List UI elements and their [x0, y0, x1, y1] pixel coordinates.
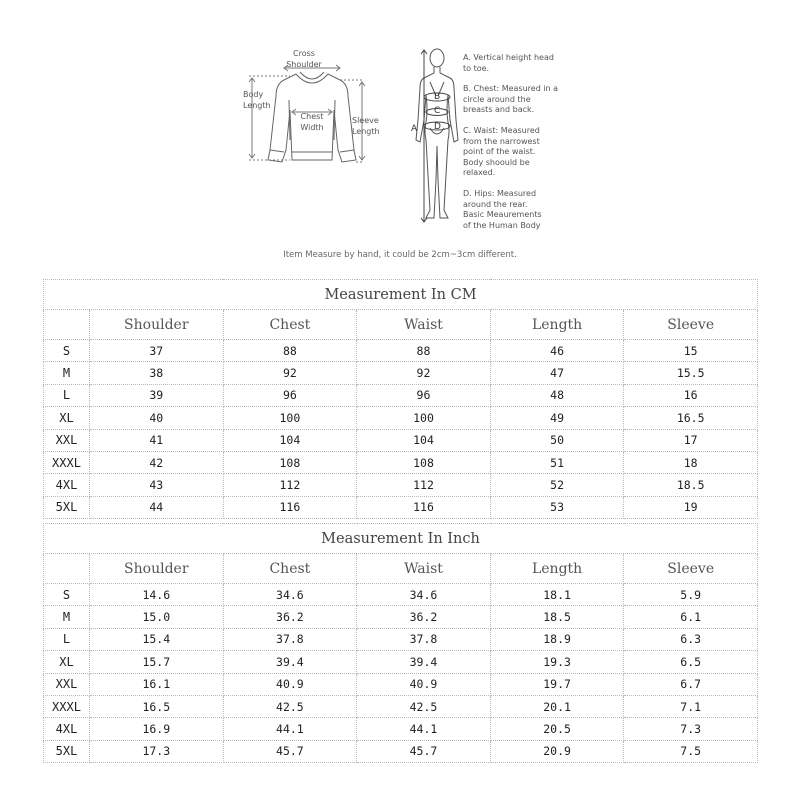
table-row: [44, 695, 758, 717]
size-cell: XXL: [44, 429, 90, 451]
shoulder-cell: 44: [90, 496, 224, 518]
sleeve-cell: 15: [624, 340, 758, 362]
table-row: [44, 384, 758, 406]
length-cell: 50: [490, 429, 624, 451]
waist-cell: 108: [357, 451, 491, 473]
length-cell: 19.3: [490, 651, 624, 673]
body-length-arrow: [249, 76, 290, 160]
size-cell: S: [44, 584, 90, 606]
header-length: Length: [490, 554, 624, 584]
chest-cell: 36.2: [223, 606, 357, 628]
shoulder-cell: 42: [90, 451, 224, 473]
measurement-illustration: [0, 0, 800, 270]
sleeve-cell: 18: [624, 451, 758, 473]
table-title-inch: Measurement In Inch: [44, 524, 758, 554]
sleeve-cell: 19: [624, 496, 758, 518]
sleeve-cell: 6.3: [624, 628, 758, 650]
chest-cell: 34.6: [223, 584, 357, 606]
waist-cell: 36.2: [357, 606, 491, 628]
waist-cell: 45.7: [357, 740, 491, 762]
table-row: [44, 474, 758, 496]
length-cell: 18.1: [490, 584, 624, 606]
waist-cell: 39.4: [357, 651, 491, 673]
length-cell: 51: [490, 451, 624, 473]
size-cell: XXXL: [44, 695, 90, 717]
size-cell: XL: [44, 651, 90, 673]
chest-cell: 116: [223, 496, 357, 518]
header-length: Length: [490, 310, 624, 340]
length-cell: 20.5: [490, 718, 624, 740]
sleeve-cell: 15.5: [624, 362, 758, 384]
chest-cell: 42.5: [223, 695, 357, 717]
sleeve-cell: 16.5: [624, 407, 758, 429]
chest-cell: 92: [223, 362, 357, 384]
table-title-cm: Measurement In CM: [44, 280, 758, 310]
length-cell: 18.5: [490, 606, 624, 628]
table-row: [44, 340, 758, 362]
waist-cell: 112: [357, 474, 491, 496]
table-row: [44, 628, 758, 650]
shoulder-cell: 40: [90, 407, 224, 429]
chest-width-label: Chest Width: [300, 112, 324, 132]
shoulder-cell: 16.5: [90, 695, 224, 717]
body-note-c: C. Waist: Measured from the narrowest point of the waist. Body shoould be relaxed.: [463, 126, 540, 177]
header-sleeve: Sleeve: [624, 310, 758, 340]
body-note-d: D. Hips: Measured around the rear. Basic Meaurements of the Human Body: [463, 189, 542, 230]
size-cell: L: [44, 384, 90, 406]
header-shoulder: Shoulder: [90, 554, 224, 584]
waist-cell: 116: [357, 496, 491, 518]
size-cell: XL: [44, 407, 90, 429]
waist-cell: 40.9: [357, 673, 491, 695]
length-cell: 46: [490, 340, 624, 362]
sleeve-cell: 7.5: [624, 740, 758, 762]
waist-cell: 42.5: [357, 695, 491, 717]
table-row: [44, 584, 758, 606]
header-waist: Waist: [357, 554, 491, 584]
cross-shoulder-label: Cross Shoulder: [286, 49, 322, 69]
waist-cell: 104: [357, 429, 491, 451]
length-cell: 19.7: [490, 673, 624, 695]
body-note-b: B. Chest: Measured in a circle around the breasts and back.: [463, 84, 559, 114]
chest-cell: 108: [223, 451, 357, 473]
shoulder-cell: 39: [90, 384, 224, 406]
waist-cell: 100: [357, 407, 491, 429]
length-cell: 48: [490, 384, 624, 406]
waist-cell: 44.1: [357, 718, 491, 740]
table-header-row: [44, 310, 758, 340]
length-cell: 18.9: [490, 628, 624, 650]
size-cell: M: [44, 362, 90, 384]
size-cell: 5XL: [44, 496, 90, 518]
header-sleeve: Sleeve: [624, 554, 758, 584]
waist-cell: 37.8: [357, 628, 491, 650]
length-cell: 47: [490, 362, 624, 384]
body-letter-c: C: [434, 106, 441, 116]
chest-cell: 39.4: [223, 651, 357, 673]
table-row: [44, 740, 758, 762]
table-header-row: [44, 554, 758, 584]
chest-cell: 44.1: [223, 718, 357, 740]
length-cell: 20.1: [490, 695, 624, 717]
size-cell: L: [44, 628, 90, 650]
table-row: [44, 407, 758, 429]
header-waist: Waist: [357, 310, 491, 340]
waist-cell: 92: [357, 362, 491, 384]
sleeve-cell: 6.5: [624, 651, 758, 673]
size-cell: 4XL: [44, 718, 90, 740]
sleeve-cell: 17: [624, 429, 758, 451]
shoulder-cell: 17.3: [90, 740, 224, 762]
shoulder-cell: 16.9: [90, 718, 224, 740]
shoulder-cell: 15.4: [90, 628, 224, 650]
measure-note: Item Measure by hand, it could be 2cm~3cm different.: [283, 250, 517, 260]
size-table-cm: [43, 279, 758, 519]
table-row: [44, 496, 758, 518]
shoulder-cell: 14.6: [90, 584, 224, 606]
waist-cell: 34.6: [357, 584, 491, 606]
sleeve-cell: 7.3: [624, 718, 758, 740]
length-cell: 49: [490, 407, 624, 429]
header-chest: Chest: [223, 310, 357, 340]
shoulder-cell: 38: [90, 362, 224, 384]
length-cell: 20.9: [490, 740, 624, 762]
sleeve-length-label: Sleeve Length: [352, 116, 380, 136]
sleeve-cell: 16: [624, 384, 758, 406]
header-shoulder: Shoulder: [90, 310, 224, 340]
human-body-icon: [416, 49, 458, 218]
chest-cell: 100: [223, 407, 357, 429]
chest-cell: 37.8: [223, 628, 357, 650]
body-letter-a: A: [411, 124, 418, 134]
table-row: [44, 673, 758, 695]
size-cell: XXL: [44, 673, 90, 695]
sleeve-cell: 6.1: [624, 606, 758, 628]
body-letter-d: D: [434, 122, 441, 132]
shoulder-cell: 37: [90, 340, 224, 362]
table-row: [44, 451, 758, 473]
length-cell: 53: [490, 496, 624, 518]
sleeve-cell: 18.5: [624, 474, 758, 496]
size-cell: XXXL: [44, 451, 90, 473]
shoulder-cell: 41: [90, 429, 224, 451]
size-cell: 5XL: [44, 740, 90, 762]
size-table-inch: [43, 523, 758, 763]
table-row: [44, 718, 758, 740]
waist-cell: 96: [357, 384, 491, 406]
chest-cell: 40.9: [223, 673, 357, 695]
body-note-a: A. Vertical height head to toe.: [463, 53, 554, 73]
size-cell: M: [44, 606, 90, 628]
chest-cell: 104: [223, 429, 357, 451]
sleeve-cell: 5.9: [624, 584, 758, 606]
shoulder-cell: 43: [90, 474, 224, 496]
illustration-drawing: [0, 0, 800, 250]
sleeve-cell: 7.1: [624, 695, 758, 717]
table-row: [44, 651, 758, 673]
chest-cell: 45.7: [223, 740, 357, 762]
body-letter-b: B: [434, 92, 441, 102]
body-length-label: Body Length: [243, 90, 271, 110]
sleeve-cell: 6.7: [624, 673, 758, 695]
shoulder-cell: 15.0: [90, 606, 224, 628]
header-chest: Chest: [223, 554, 357, 584]
table-row: [44, 429, 758, 451]
table-row: [44, 362, 758, 384]
size-cell: S: [44, 340, 90, 362]
chest-cell: 112: [223, 474, 357, 496]
size-cell: 4XL: [44, 474, 90, 496]
header-size-empty: [44, 310, 90, 340]
shoulder-cell: 15.7: [90, 651, 224, 673]
shoulder-cell: 16.1: [90, 673, 224, 695]
table-row: [44, 606, 758, 628]
header-size-empty: [44, 554, 90, 584]
waist-cell: 88: [357, 340, 491, 362]
chest-cell: 88: [223, 340, 357, 362]
length-cell: 52: [490, 474, 624, 496]
chest-cell: 96: [223, 384, 357, 406]
